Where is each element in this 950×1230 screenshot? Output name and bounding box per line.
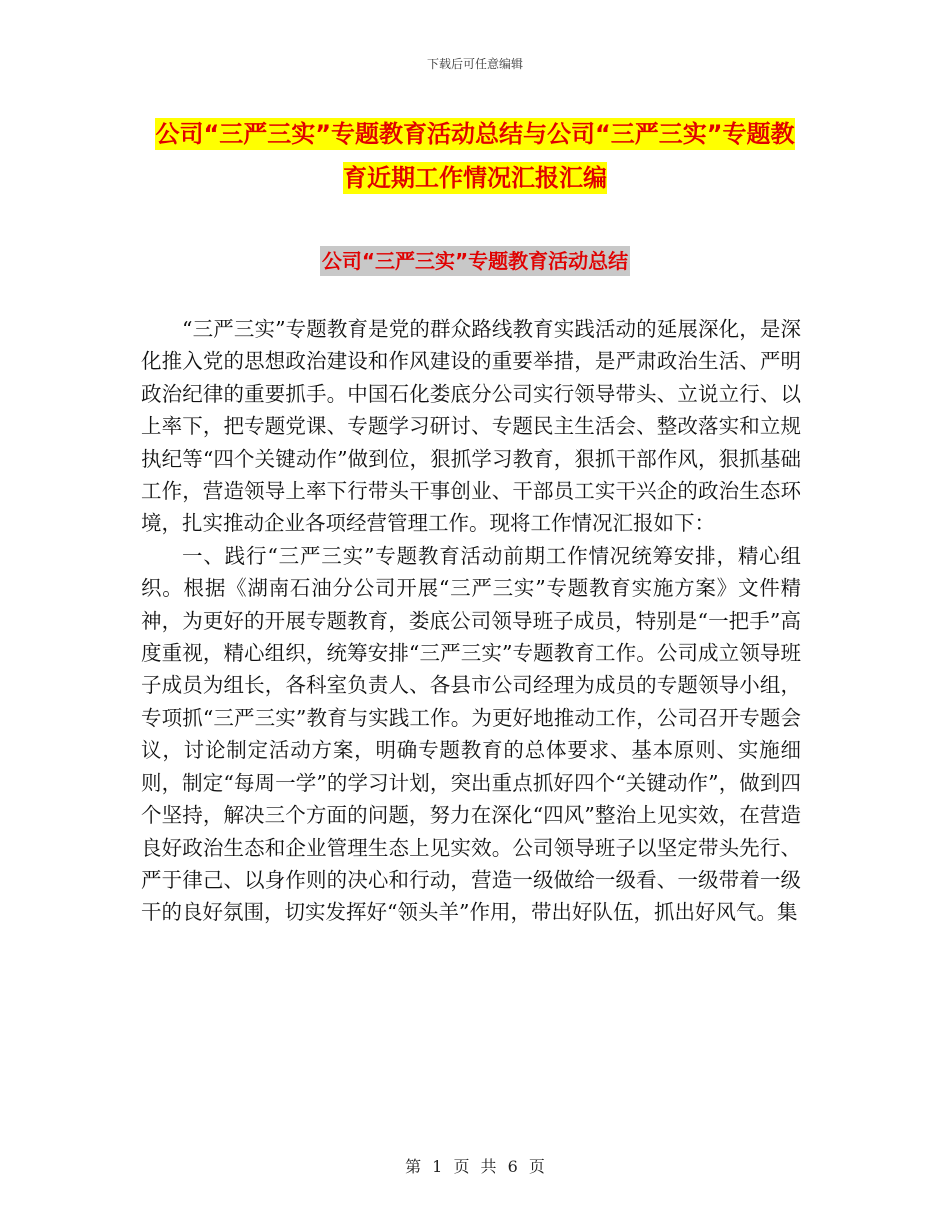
page-footer: 第 1 页 共 6 页 (405, 1157, 545, 1176)
paragraph: 一、践行“三严三实”专题教育活动前期工作情况统筹安排，精心组织。根据《湖南石油分公司开展“三严三实”专题教育实施方案》文件精神，为更好的开展专题教育，娄底公司领导班子成员，特别是“一把手”高度重视，精心组织，统筹安排“三严三实”专题教育工作。公司成立领导班子成员为组长，各科室负责人、各县市公司经理为成员的专题领导小组，专项抓“三严三实”教育与实践工作。为更好地推动工作，公司召开专题会议，讨论制定活动方案，明确专题教育的总体要求、基本原则、实施细则，制定“每周一学”的学习计划，突出重点抓好四个“关键动作”，做到四个坚持，解决三个方面的问题，努力在深化“四风”整治上见实效，在营造良好政治生态和企业管理生态上见实效。公司领导班子以坚定带头先行、严于律己、以身作则的决心和行动，营造一级做给一级看、一级带着一级干的良好氛围，切实发挥好“领头羊”作用，带出好队伍，抓出好风气。集 (141, 543, 801, 925)
body-text (141, 313, 801, 929)
document-title (150, 112, 800, 200)
paragraph: “三严三实”专题教育是党的群众路线教育实践活动的延展深化，是深化推入党的思想政治建设和作风建设的重要举措，是严肃政治生活、严明政治纪律的重要抓手。中国石化娄底分公司实行领导带头、立说立行、以上率下，把专题党课、专题学习研讨、专题民主生活会、整改落实和立规执纪等“四个关键动作”做到位，狠抓学习教育，狠抓干部作风，狠抓基础工作，营造领导上率下行带头干事创业、干部员工实干兴企的政治生态环境，扎实推动企业各项经营管理工作。现将工作情况汇报如下： (141, 317, 801, 536)
section-title-text: 公司“三严三实”专题教育活动总结 (320, 246, 630, 276)
document-title-text: 公司“三严三实”专题教育活动总结与公司“三严三实”专题教育近期工作情况汇报汇编 (155, 120, 795, 192)
section-title (0, 244, 950, 278)
header-note: 下载后可任意编辑 (426, 57, 523, 71)
